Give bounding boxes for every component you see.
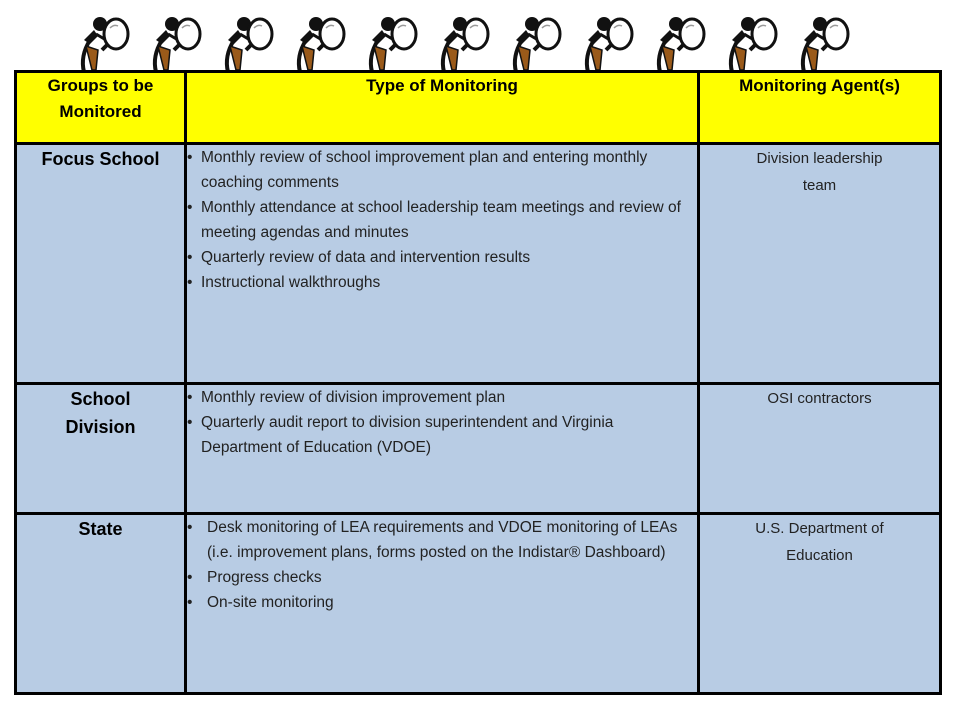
monitoring-table [14,70,942,695]
agent-cell [699,514,941,694]
list-item: • Monthly attendance at school leadership team meetings and review of meeting agendas and minutes [187,195,697,245]
table-row [16,514,941,694]
group-text: School Division [65,389,136,437]
group-cell: State [16,514,186,694]
group-cell [16,384,186,514]
header-groups: Groups to be Monitored [16,72,186,144]
monitoring-list [187,385,697,460]
type-cell [186,514,699,694]
list-item: • Progress checks [187,565,697,590]
agent-cell: OSI contractors [699,384,941,514]
header-agents: Monitoring Agent(s) [699,72,941,144]
list-item: • Desk monitoring of LEA requirements and VDOE monitoring of LEAs (i.e. improvement plans, forms posted on the Indistar® Dashboard) [187,515,697,565]
table-header-row [16,72,941,144]
group-cell: Focus School [16,144,186,384]
monitoring-list [187,515,697,615]
list-item: • Quarterly review of data and intervention results [187,245,697,270]
table-row [16,384,941,514]
header-type: Type of Monitoring [186,72,699,144]
table-row [16,144,941,384]
list-item: • On-site monitoring [187,590,697,615]
list-item: • Monthly review of school improvement plan and entering monthly coaching comments [187,145,697,195]
list-item: • Monthly review of division improvement plan [187,385,697,410]
list-item: • Quarterly audit report to division superintendent and Virginia Department of Education (VDOE) [187,410,697,460]
agent-text: U.S. Department of Education [755,520,884,564]
monitoring-list [187,145,697,295]
agent-text: Division leadership team [756,150,883,194]
agent-cell [699,144,941,384]
list-item: • Instructional walkthroughs [187,270,697,295]
type-cell [186,384,699,514]
type-cell [186,144,699,384]
